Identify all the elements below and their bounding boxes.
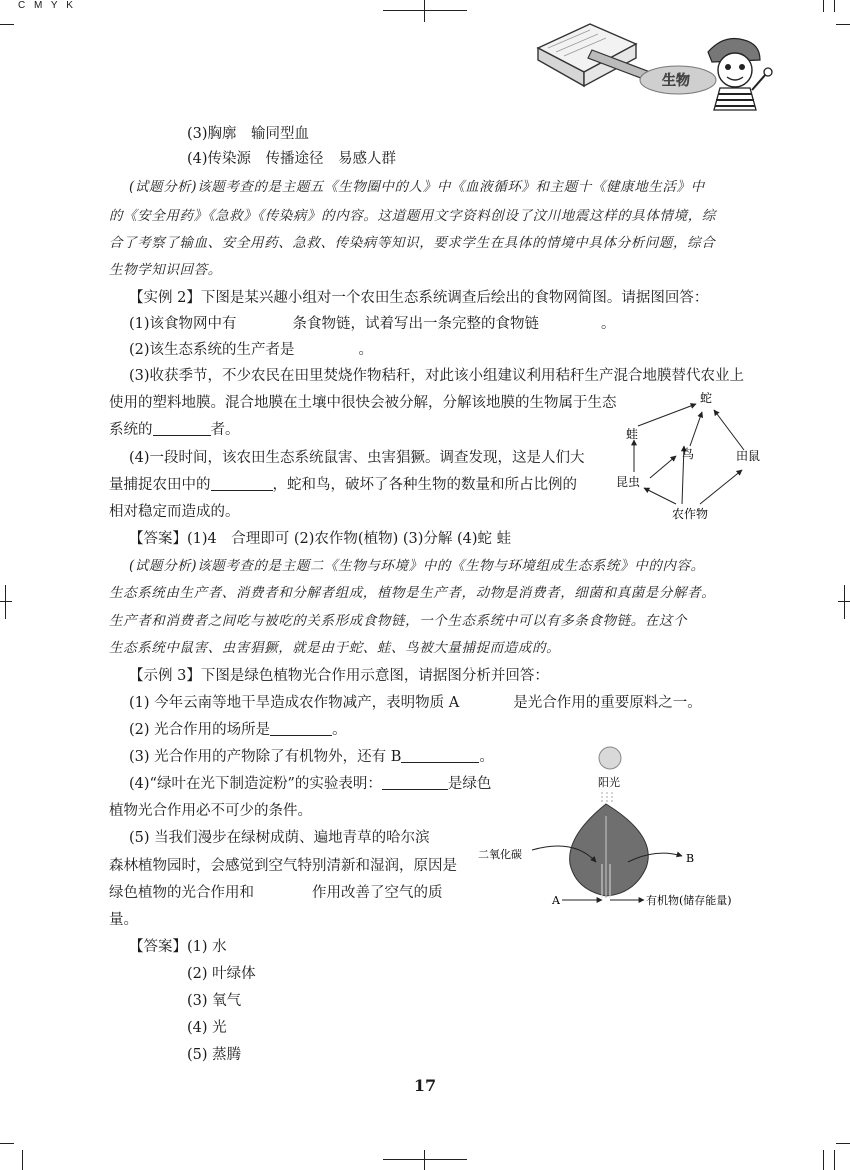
question-line: (5) 当我们漫步在绿树成荫、遍地青草的哈尔滨 [129,830,430,846]
leaf-icon [570,804,649,896]
question-text: 是绿色 [447,776,492,792]
sunlight-label: 阳光 [598,776,620,789]
question-text: 者。 [210,422,240,438]
node-crop: 农作物 [672,507,709,521]
crop-mark [836,24,850,25]
crop-mark [838,601,850,602]
answer-3: (3)胸廓 输同型血 [187,126,310,142]
analysis-text: 生态系统由生产者、消费者和分解者组成，植物是生产者，动物是消费者，细菌和真菌是分解者。 [109,585,716,601]
crop-mark [22,1150,23,1170]
question-line [129,340,373,360]
food-web-diagram [614,386,770,526]
question-line: 森林植物园时，会感觉到空气特别清新和湿润，原因是 [109,858,457,874]
question-line [109,883,443,903]
crop-mark [383,10,467,11]
question-line [109,475,577,495]
node-bird: 鸟 [682,447,695,461]
example-3-answer: (4) 光 [187,1020,227,1036]
answer-blank[interactable] [382,775,448,790]
question-line: 量。 [109,912,138,928]
example-3-answer: (3) 氧气 [187,993,242,1009]
example-3-answer: 【答案】(1) 水 [129,939,227,955]
question-text: ，蛇和鸟，破坏了各种生物的数量和所占比例的 [272,477,577,493]
question-line [129,693,702,713]
photosynthesis-diagram [478,744,760,914]
question-line [129,720,347,740]
question-text: (3) 光合作用的产物除了有机物外，还有 B [129,749,402,765]
example-3-answer: (2) 叶绿体 [187,966,256,982]
node-frog: 蛙 [626,427,639,441]
cartoon-student-icon [708,39,772,111]
b-label: B [686,852,695,865]
question-text: 。 [601,316,616,332]
crop-mark [424,0,425,22]
cmyk-registration-mark: C M Y K [18,0,76,11]
question-text: (2)该生态系统的生产者是 [129,342,295,358]
answer-blank[interactable] [211,476,273,491]
question-text: 作用改善了空气的质 [312,885,443,901]
question-line [109,420,240,440]
example-3-title: 【示例 3】下图是绿色植物光合作用示意图，请据图分析并回答： [129,668,549,684]
answer-4: (4)传染源 传播途径 易感人群 [187,151,397,167]
crop-mark [836,1143,850,1144]
crop-mark [0,1143,14,1144]
node-snake: 蛇 [700,391,713,405]
crop-mark [823,0,824,12]
question-text: 条食物链，试着写出一条完整的食物链 [292,316,540,332]
subject-badge: 生物 [662,72,690,88]
question-line: 植物光合作用必不可少的条件。 [109,803,312,819]
node-insect: 昆虫 [616,475,641,489]
header-illustration [528,14,778,114]
crop-mark [834,0,835,12]
question-line [129,747,494,767]
page-number: 17 [413,1076,437,1095]
analysis-text: (试题分析)该题考查的是主题五《生物圈中的人》中《血液循环》和主题十《健康地生活》中 [129,179,705,195]
question-text: 是光合作用的重要原料之一。 [513,695,702,711]
crop-mark [0,24,14,25]
question-text: 。 [358,342,374,358]
example-3-answer: (5) 蒸腾 [187,1047,242,1063]
question-line: (3)收获季节，不少农民在田里焚烧作物秸秆，对此该小组建议利用秸秆生产混合地膜替代农业上 [129,368,745,384]
crop-mark [424,1150,425,1170]
answer-blank[interactable] [270,721,332,736]
question-line: (4)一段时间，该农田生态系统鼠害、虫害猖獗。调查发现，这是人们大 [129,450,585,466]
question-text: (1) 今年云南等地干旱造成农作物减产，表明物质 A [129,695,460,711]
a-label: A [552,894,560,907]
question-text: 绿色植物的光合作用和 [109,885,254,901]
organic-label: 有机物(储存能量) [646,894,732,907]
analysis-text: 的《安全用药》《急救》《传染病》的内容。这道题用文字资料创设了汶川地震这样的具体情境，综 [109,208,716,224]
answer-blank[interactable] [401,748,479,763]
crop-mark [383,1159,467,1160]
question-text: 。 [479,749,494,765]
example-2-answer: 【答案】(1)4 合理即可 (2)农作物(植物) (3)分解 (4)蛇 蛙 [129,531,512,547]
crop-mark [0,601,12,602]
node-mouse: 田鼠 [736,449,761,463]
question-text: (2) 光合作用的场所是 [129,722,271,738]
example-2-title: 【实例 2】下图是某兴趣小组对一个农田生态系统调查后绘出的食物网简图。请据图回答： [129,290,709,306]
question-text: 系统的 [109,422,153,438]
crop-mark [823,1150,824,1170]
analysis-text: 生产者和消费者之间吃与被吃的关系形成食物链，一个生态系统中可以有多条食物链。在这个 [109,613,688,629]
question-text: 。 [332,722,347,738]
co2-label: 二氧化碳 [478,848,522,861]
question-text: 量捕捉农田中的 [109,477,211,493]
question-line: 使用的塑料地膜。混合地膜在土壤中很快会被分解，分解该地膜的生物属于生态 [109,395,617,411]
question-line: 相对稳定而造成的。 [109,504,240,520]
question-text: (1)该食物网中有 [129,316,237,332]
analysis-text: 生物学知识回答。 [109,262,222,278]
sun-icon [599,747,621,769]
question-line [129,314,616,334]
analysis-text: 合了考察了输血、安全用药、急救、传染病等知识，要求学生在具体的情境中具体分析问题，综合 [109,235,716,251]
crop-mark [5,585,6,619]
question-line [129,774,491,794]
question-text: (4)“绿叶在光下制造淀粉”的实验表明： [129,776,382,792]
analysis-text: (试题分析)该题考查的是主题二《生物与环境》中的《生物与环境组成生态系统》中的内容。 [129,558,705,574]
crop-mark [834,1150,835,1170]
crop-mark [844,585,845,619]
analysis-text: 生态系统中鼠害、虫害猖獗，就是由于蛇、蛙、鸟被大量捕捉而造成的。 [109,640,561,656]
book-icon [538,24,636,86]
answer-blank[interactable] [153,421,211,436]
